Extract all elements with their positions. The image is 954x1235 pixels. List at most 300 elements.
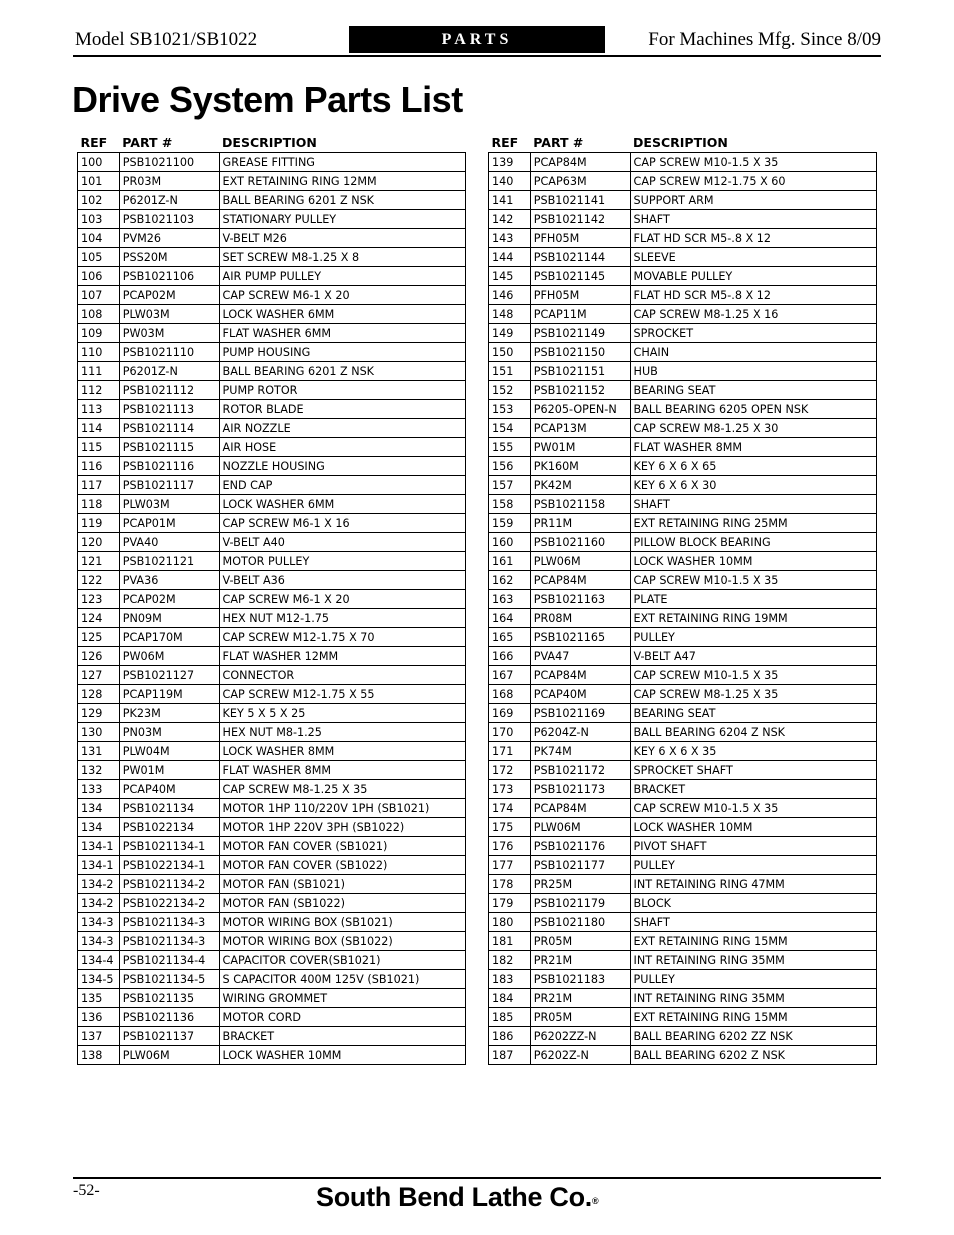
part-number-cell: PR08M <box>530 609 630 628</box>
description-cell: MOTOR PULLEY <box>219 552 465 571</box>
description-cell: BEARING SEAT <box>630 704 876 723</box>
table-row <box>489 324 877 343</box>
footer-divider <box>73 1177 881 1179</box>
part-number-cell: PR21M <box>530 989 630 1008</box>
part-number-cell: P6201Z-N <box>119 191 219 210</box>
ref-cell: 179 <box>489 894 531 913</box>
table-row <box>78 495 466 514</box>
description-cell: V-BELT A40 <box>219 533 465 552</box>
description-cell: LOCK WASHER 8MM <box>219 742 465 761</box>
table-row <box>78 1027 466 1046</box>
part-number-cell: PLW04M <box>119 742 219 761</box>
part-number-cell: PSB1022134 <box>119 818 219 837</box>
part-number-cell: PK23M <box>119 704 219 723</box>
part-number-cell: PSB1021137 <box>119 1027 219 1046</box>
ref-cell: 157 <box>489 476 531 495</box>
ref-cell: 153 <box>489 400 531 419</box>
ref-cell: 138 <box>78 1046 120 1065</box>
ref-cell: 158 <box>489 495 531 514</box>
ref-cell: 102 <box>78 191 120 210</box>
table-row <box>489 305 877 324</box>
table-row <box>489 761 877 780</box>
table-row <box>489 153 877 172</box>
description-cell: PILLOW BLOCK BEARING <box>630 533 876 552</box>
parts-table-left <box>77 132 466 1065</box>
part-number-cell: PSB1022134-1 <box>119 856 219 875</box>
ref-cell: 100 <box>78 153 120 172</box>
table-row <box>489 514 877 533</box>
table-row <box>78 1008 466 1027</box>
part-number-cell: PSB1021136 <box>119 1008 219 1027</box>
description-cell: STATIONARY PULLEY <box>219 210 465 229</box>
table-row <box>489 267 877 286</box>
table-row <box>489 856 877 875</box>
description-cell: CAPACITOR COVER(SB1021) <box>219 951 465 970</box>
table-row <box>489 533 877 552</box>
table-row <box>78 305 466 324</box>
manufacture-date-label: For Machines Mfg. Since 8/09 <box>648 29 881 50</box>
part-number-cell: PSB1021100 <box>119 153 219 172</box>
part-number-cell: PSB1021158 <box>530 495 630 514</box>
table-row <box>78 229 466 248</box>
table-row <box>489 400 877 419</box>
description-cell: ROTOR BLADE <box>219 400 465 419</box>
ref-cell: 118 <box>78 495 120 514</box>
description-cell: CHAIN <box>630 343 876 362</box>
ref-cell: 149 <box>489 324 531 343</box>
table-row <box>78 153 466 172</box>
ref-cell: 150 <box>489 343 531 362</box>
description-cell: MOTOR FAN (SB1021) <box>219 875 465 894</box>
description-cell: PIVOT SHAFT <box>630 837 876 856</box>
table-row <box>489 571 877 590</box>
table-row <box>78 894 466 913</box>
description-cell: SET SCREW M8-1.25 X 8 <box>219 248 465 267</box>
table-row <box>78 438 466 457</box>
part-number-cell: PFH05M <box>530 286 630 305</box>
ref-cell: 134-2 <box>78 894 120 913</box>
part-number-cell: PCAP119M <box>119 685 219 704</box>
part-number-cell: PK74M <box>530 742 630 761</box>
parts-table-right <box>488 132 877 1065</box>
part-number-cell: PSB1021112 <box>119 381 219 400</box>
description-cell: EXT RETAINING RING 25MM <box>630 514 876 533</box>
description-cell: NOZZLE HOUSING <box>219 457 465 476</box>
table-row <box>489 381 877 400</box>
part-number-cell: PR11M <box>530 514 630 533</box>
part-number-cell: PSB1021180 <box>530 913 630 932</box>
table-row <box>78 419 466 438</box>
ref-cell: 107 <box>78 286 120 305</box>
ref-cell: 187 <box>489 1046 531 1065</box>
description-cell: CAP SCREW M10-1.5 X 35 <box>630 799 876 818</box>
description-cell: LOCK WASHER 6MM <box>219 495 465 514</box>
ref-cell: 101 <box>78 172 120 191</box>
ref-cell: 128 <box>78 685 120 704</box>
ref-cell: 130 <box>78 723 120 742</box>
ref-cell: 183 <box>489 970 531 989</box>
table-row <box>489 210 877 229</box>
table-row <box>489 685 877 704</box>
table-row <box>489 913 877 932</box>
description-cell: SUPPORT ARM <box>630 191 876 210</box>
part-number-cell: PR05M <box>530 932 630 951</box>
table-row <box>489 191 877 210</box>
table-row <box>78 723 466 742</box>
ref-cell: 145 <box>489 267 531 286</box>
ref-cell: 152 <box>489 381 531 400</box>
description-cell: CAP SCREW M8-1.25 X 16 <box>630 305 876 324</box>
table-row <box>78 457 466 476</box>
part-number-cell: P6202ZZ-N <box>530 1027 630 1046</box>
ref-cell: 173 <box>489 780 531 799</box>
ref-cell: 171 <box>489 742 531 761</box>
ref-cell: 176 <box>489 837 531 856</box>
table-row <box>78 286 466 305</box>
part-number-cell: PSB1021115 <box>119 438 219 457</box>
table-row <box>78 685 466 704</box>
description-cell: HEX NUT M12-1.75 <box>219 609 465 628</box>
ref-cell: 110 <box>78 343 120 362</box>
ref-cell: 122 <box>78 571 120 590</box>
part-number-cell: PCAP63M <box>530 172 630 191</box>
ref-cell: 103 <box>78 210 120 229</box>
part-number-cell: PW01M <box>119 761 219 780</box>
description-cell: KEY 6 X 6 X 65 <box>630 457 876 476</box>
table-row <box>78 647 466 666</box>
ref-cell: 142 <box>489 210 531 229</box>
description-cell: MOVABLE PULLEY <box>630 267 876 286</box>
table-row <box>489 818 877 837</box>
description-cell: INT RETAINING RING 35MM <box>630 951 876 970</box>
description-cell: EXT RETAINING RING 19MM <box>630 609 876 628</box>
part-number-cell: PSB1021134-2 <box>119 875 219 894</box>
part-number-cell: PSB1021144 <box>530 248 630 267</box>
ref-cell: 169 <box>489 704 531 723</box>
table-row <box>78 267 466 286</box>
table-row <box>78 799 466 818</box>
part-number-cell: PSB1021176 <box>530 837 630 856</box>
part-number-cell: PSB1021135 <box>119 989 219 1008</box>
part-number-cell: PCAP13M <box>530 419 630 438</box>
table-row <box>78 172 466 191</box>
ref-cell: 134-1 <box>78 856 120 875</box>
ref-cell: 159 <box>489 514 531 533</box>
ref-cell: 177 <box>489 856 531 875</box>
part-number-cell: PSB1021134-3 <box>119 932 219 951</box>
table-row <box>78 742 466 761</box>
description-cell: LOCK WASHER 6MM <box>219 305 465 324</box>
description-cell: MOTOR 1HP 220V 3PH (SB1022) <box>219 818 465 837</box>
part-number-cell: PSB1021145 <box>530 267 630 286</box>
table-row <box>489 989 877 1008</box>
table-row <box>78 1046 466 1065</box>
description-column-header: DESCRIPTION <box>633 134 728 150</box>
ref-cell: 104 <box>78 229 120 248</box>
ref-cell: 113 <box>78 400 120 419</box>
brand-logo <box>316 1180 598 1214</box>
ref-cell: 146 <box>489 286 531 305</box>
part-number-cell: P6204Z-N <box>530 723 630 742</box>
description-cell: EXT RETAINING RING 15MM <box>630 1008 876 1027</box>
ref-cell: 134-3 <box>78 932 120 951</box>
ref-cell: 134-1 <box>78 837 120 856</box>
table-row <box>78 552 466 571</box>
description-cell: MOTOR FAN COVER (SB1021) <box>219 837 465 856</box>
ref-cell: 132 <box>78 761 120 780</box>
ref-cell: 139 <box>489 153 531 172</box>
part-number-cell: PCAP40M <box>119 780 219 799</box>
ref-cell: 165 <box>489 628 531 647</box>
section-label: PARTS <box>349 26 605 53</box>
part-number-cell: PW06M <box>119 647 219 666</box>
description-cell: PLATE <box>630 590 876 609</box>
table-row <box>78 210 466 229</box>
description-cell: KEY 6 X 6 X 30 <box>630 476 876 495</box>
description-cell: CAP SCREW M6-1 X 20 <box>219 286 465 305</box>
table-row <box>489 457 877 476</box>
part-number-cell: PW01M <box>530 438 630 457</box>
table-row <box>78 191 466 210</box>
ref-cell: 136 <box>78 1008 120 1027</box>
description-cell: CAP SCREW M12-1.75 X 55 <box>219 685 465 704</box>
table-row <box>78 533 466 552</box>
description-cell: V-BELT M26 <box>219 229 465 248</box>
description-cell: WIRING GROMMET <box>219 989 465 1008</box>
ref-cell: 121 <box>78 552 120 571</box>
description-cell: CAP SCREW M8-1.25 X 30 <box>630 419 876 438</box>
table-row <box>489 590 877 609</box>
ref-cell: 134-3 <box>78 913 120 932</box>
ref-cell: 184 <box>489 989 531 1008</box>
ref-cell: 105 <box>78 248 120 267</box>
description-cell: FLAT HD SCR M5-.8 X 12 <box>630 286 876 305</box>
description-cell: BALL BEARING 6201 Z NSK <box>219 362 465 381</box>
ref-cell: 108 <box>78 305 120 324</box>
ref-cell: 144 <box>489 248 531 267</box>
part-number-cell: PW03M <box>119 324 219 343</box>
part-number-cell: PSB1021179 <box>530 894 630 913</box>
part-number-cell: PCAP11M <box>530 305 630 324</box>
table-row <box>489 476 877 495</box>
description-cell: BALL BEARING 6204 Z NSK <box>630 723 876 742</box>
ref-cell: 166 <box>489 647 531 666</box>
description-cell: BALL BEARING 6205 OPEN NSK <box>630 400 876 419</box>
ref-cell: 135 <box>78 989 120 1008</box>
ref-cell: 119 <box>78 514 120 533</box>
ref-cell: 134-2 <box>78 875 120 894</box>
ref-cell: 137 <box>78 1027 120 1046</box>
part-number-cell: PSB1021160 <box>530 533 630 552</box>
table-row <box>489 438 877 457</box>
part-number-cell: PSB1021142 <box>530 210 630 229</box>
ref-cell: 124 <box>78 609 120 628</box>
ref-cell: 174 <box>489 799 531 818</box>
description-cell: SLEEVE <box>630 248 876 267</box>
ref-cell: 151 <box>489 362 531 381</box>
ref-cell: 141 <box>489 191 531 210</box>
description-cell: V-BELT A36 <box>219 571 465 590</box>
brand-name: South Bend Lathe Co. <box>316 1182 592 1212</box>
part-number-cell: PSB1021152 <box>530 381 630 400</box>
description-cell: MOTOR FAN (SB1022) <box>219 894 465 913</box>
table-row <box>489 647 877 666</box>
part-number-cell: PSB1021134-4 <box>119 951 219 970</box>
table-row <box>78 704 466 723</box>
part-number-cell: PSB1021165 <box>530 628 630 647</box>
ref-cell: 143 <box>489 229 531 248</box>
table-row <box>78 400 466 419</box>
ref-cell: 167 <box>489 666 531 685</box>
part-number-cell: PCAP40M <box>530 685 630 704</box>
table-row <box>489 552 877 571</box>
description-cell: HUB <box>630 362 876 381</box>
ref-cell: 168 <box>489 685 531 704</box>
ref-cell: 134 <box>78 799 120 818</box>
part-number-cell: PSB1021127 <box>119 666 219 685</box>
description-cell: CAP SCREW M8-1.25 X 35 <box>219 780 465 799</box>
ref-cell: 162 <box>489 571 531 590</box>
part-number-cell: P6201Z-N <box>119 362 219 381</box>
ref-cell: 178 <box>489 875 531 894</box>
ref-cell: 186 <box>489 1027 531 1046</box>
description-cell: EXT RETAINING RING 12MM <box>219 172 465 191</box>
description-cell: FLAT WASHER 6MM <box>219 324 465 343</box>
part-number-cell: PR03M <box>119 172 219 191</box>
ref-cell: 140 <box>489 172 531 191</box>
description-cell: PULLEY <box>630 856 876 875</box>
table-row <box>489 495 877 514</box>
description-cell: BALL BEARING 6202 Z NSK <box>630 1046 876 1065</box>
ref-cell: 148 <box>489 305 531 324</box>
part-number-cell: PSB1021134 <box>119 799 219 818</box>
part-number-cell: PSB1021149 <box>530 324 630 343</box>
part-number-cell: PSB1021134-5 <box>119 970 219 989</box>
description-cell: HEX NUT M8-1.25 <box>219 723 465 742</box>
ref-cell: 109 <box>78 324 120 343</box>
part-number-cell: PSB1021141 <box>530 191 630 210</box>
part-number-cell: PLW06M <box>119 1046 219 1065</box>
part-number-cell: PSB1021117 <box>119 476 219 495</box>
table-row <box>78 628 466 647</box>
description-cell: FLAT WASHER 8MM <box>219 761 465 780</box>
ref-cell: 125 <box>78 628 120 647</box>
description-cell: SHAFT <box>630 913 876 932</box>
part-number-cell: PSB1021110 <box>119 343 219 362</box>
description-cell: MOTOR WIRING BOX (SB1021) <box>219 913 465 932</box>
table-row <box>489 628 877 647</box>
part-number-cell: PN09M <box>119 609 219 628</box>
description-cell: BRACKET <box>219 1027 465 1046</box>
part-number-cell: PCAP84M <box>530 666 630 685</box>
table-row <box>78 818 466 837</box>
table-row <box>489 723 877 742</box>
ref-cell: 111 <box>78 362 120 381</box>
description-cell: CAP SCREW M12-1.75 X 60 <box>630 172 876 191</box>
part-number-cell: PSB1021134-1 <box>119 837 219 856</box>
part-number-cell: PSB1021113 <box>119 400 219 419</box>
description-cell: CAP SCREW M10-1.5 X 35 <box>630 153 876 172</box>
part-number-cell: PR05M <box>530 1008 630 1027</box>
table-header-row <box>489 132 877 153</box>
part-number-cell: PSB1021114 <box>119 419 219 438</box>
table-row <box>489 894 877 913</box>
description-cell: EXT RETAINING RING 15MM <box>630 932 876 951</box>
table-row <box>489 248 877 267</box>
part-number-cell: PSB1021103 <box>119 210 219 229</box>
part-number-cell: PVA40 <box>119 533 219 552</box>
table-row <box>489 286 877 305</box>
part-number-cell: PSB1022134-2 <box>119 894 219 913</box>
table-row <box>78 837 466 856</box>
ref-column-header: REF <box>80 134 108 150</box>
part-number-cell: PLW06M <box>530 818 630 837</box>
ref-cell: 163 <box>489 590 531 609</box>
table-row <box>489 609 877 628</box>
description-cell: AIR PUMP PULLEY <box>219 267 465 286</box>
description-cell: BEARING SEAT <box>630 381 876 400</box>
part-number-cell: PSB1021150 <box>530 343 630 362</box>
part-number-cell: PLW03M <box>119 495 219 514</box>
description-cell: BLOCK <box>630 894 876 913</box>
description-cell: MOTOR FAN COVER (SB1022) <box>219 856 465 875</box>
description-cell: CAP SCREW M8-1.25 X 35 <box>630 685 876 704</box>
part-number-cell: PLW06M <box>530 552 630 571</box>
description-cell: KEY 5 X 5 X 25 <box>219 704 465 723</box>
description-cell: SHAFT <box>630 210 876 229</box>
description-cell: KEY 6 X 6 X 35 <box>630 742 876 761</box>
table-row <box>78 875 466 894</box>
table-row <box>489 229 877 248</box>
ref-column-header: REF <box>491 134 519 150</box>
ref-cell: 181 <box>489 932 531 951</box>
description-cell: PUMP HOUSING <box>219 343 465 362</box>
part-number-cell: PCAP84M <box>530 799 630 818</box>
ref-cell: 185 <box>489 1008 531 1027</box>
table-row <box>78 514 466 533</box>
description-cell: FLAT WASHER 8MM <box>630 438 876 457</box>
table-row <box>78 571 466 590</box>
description-cell: CAP SCREW M10-1.5 X 35 <box>630 666 876 685</box>
part-number-cell: PSB1021163 <box>530 590 630 609</box>
table-row <box>489 419 877 438</box>
part-number-cell: PK42M <box>530 476 630 495</box>
part-number-cell: PR25M <box>530 875 630 894</box>
part-number-cell: PCAP84M <box>530 571 630 590</box>
page-title: Drive System Parts List <box>72 79 463 120</box>
table-row <box>78 476 466 495</box>
table-row <box>489 1027 877 1046</box>
ref-cell: 114 <box>78 419 120 438</box>
part-number-cell: PSB1021172 <box>530 761 630 780</box>
description-cell: FLAT WASHER 12MM <box>219 647 465 666</box>
part-number-cell: PCAP02M <box>119 590 219 609</box>
part-number-cell: PSB1021169 <box>530 704 630 723</box>
part-number-cell: PVA47 <box>530 647 630 666</box>
part-number-cell: PCAP84M <box>530 153 630 172</box>
table-row <box>78 989 466 1008</box>
ref-cell: 160 <box>489 533 531 552</box>
ref-cell: 127 <box>78 666 120 685</box>
ref-cell: 154 <box>489 419 531 438</box>
ref-cell: 120 <box>78 533 120 552</box>
registered-mark: ® <box>591 1196 599 1206</box>
table-row <box>489 362 877 381</box>
ref-cell: 180 <box>489 913 531 932</box>
description-cell: CAP SCREW M12-1.75 X 70 <box>219 628 465 647</box>
description-cell: AIR NOZZLE <box>219 419 465 438</box>
part-number-column-header: PART # <box>533 134 584 150</box>
